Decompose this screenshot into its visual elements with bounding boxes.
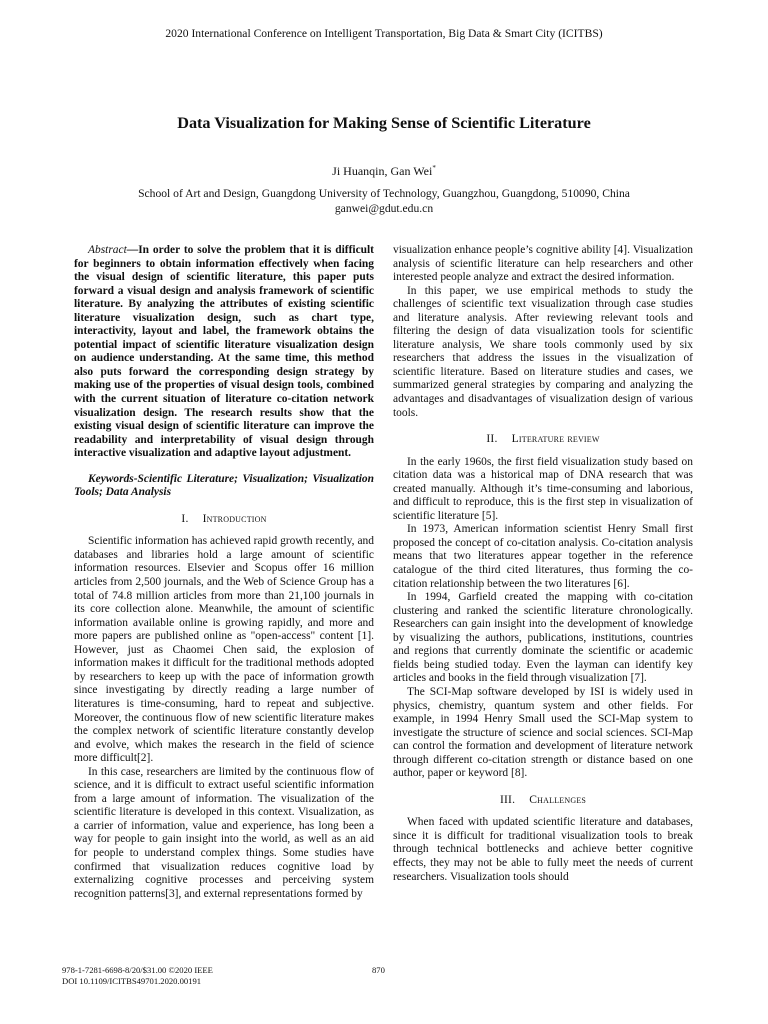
abstract-label: Abstract <box>88 244 127 256</box>
section-number: III. <box>499 792 516 806</box>
author-line <box>0 164 768 179</box>
abstract <box>74 244 374 461</box>
section-title: Challenges <box>529 792 587 806</box>
challenges-paragraph-1: When faced with updated scientific literature and databases, since it is difficult for traditional visualization tools to break through technical bottlenecks and achieve better cognitive effects, they may not be able to fully meet the needs of current researchers. Visualization tools should <box>393 816 693 883</box>
section-number: II. <box>486 432 498 446</box>
review-paragraph-1: In the early 1960s, the first field visualization study based on citation data was a historical map of DNA research that was created manually. Although it’s time-consuming and laborious, and difficult to reproduce, this is the first step in visualization of scientific literature [5]. <box>393 455 693 522</box>
author-names: Ji Huanqin, Gan Wei <box>332 164 433 178</box>
intro-paragraph-2-continued: visualization enhance people’s cognitive ability [4]. Visualization analysis of scientific literature can help researchers and other interested people analyze and extract the desired information. <box>393 244 693 284</box>
section-title: Literature review <box>511 432 600 446</box>
author-email: ganwei@gdut.edu.cn <box>334 202 434 215</box>
section-title: Introduction <box>202 511 267 525</box>
corresponding-author-mark: * <box>432 164 436 172</box>
review-paragraph-4: The SCI-Map software developed by ISI is widely used in physics, chemistry, quantum system and other fields. For example, in 1994 Henry Small used the SCI-Map system to investigate the structure of science and social sciences. SCI-Map can control the formation and development of literature network through different co-citation strength or distance based on one author, paper or keyword [8]. <box>393 685 693 780</box>
left-column <box>74 244 374 901</box>
review-paragraph-3: In 1994, Garfield created the mapping with co-citation clustering and ranked the scientific literature chronologically. Researchers can gain insight into the development of knowledge by visualizing the authors, publications, institutions, countries and regions that currently dominate the scientific or academic fields being studied today. Even the layman can identify key articles and books in the field through visualization [7]. <box>393 591 693 685</box>
section-number: I. <box>181 511 189 525</box>
affiliation-address: School of Art and Design, Guangdong University of Technology, Guangzhou, Guangdong, 510090, China <box>138 187 630 200</box>
paper-title: Data Visualization for Making Sense of Scientific Literature <box>177 114 591 132</box>
affiliation <box>0 186 768 216</box>
intro-paragraph-1: Scientific information has achieved rapid growth recently, and databases and libraries hold a large amount of scientific information resources. Elsevier and Scopus offer 16 million articles from 2,500 journals, and the Web of Science Group has a total of 74.8 million articles from more than 21,100 journals in its core collection alone. Meanwhile, the amount of scientific information available online is growing rapidly, and more and more papers are published online as "open-access" content [1]. However, just as Chaomei Chen said, the explosion of information makes it difficult for the traditional methods adopted by researchers to keep up with the pace of information growth since investigating by directly reading a large number of literatures is time-consuming, hard to repeat and subjective. Moreover, the continuous flow of new scientific literature makes the complex network of scientific literature constantly develop and evolve, which makes the research in the field of science more difficult[2]. <box>74 535 374 765</box>
section-heading-literature-review <box>393 432 693 446</box>
section-heading-introduction <box>74 512 374 526</box>
footer-isbn: 978-1-7281-6698-8/20/$31.00 ©2020 IEEE <box>62 965 213 975</box>
right-column <box>393 244 693 884</box>
review-paragraph-2: In 1973, American information scientist Henry Small first proposed the concept of co-citation analysis. Co-citation analysis means that two literatures appear together in the reference catalogue of the third cited literatures, thus forming the co-citation relationship between the two literatures [6]. <box>393 523 693 590</box>
conference-header: 2020 International Conference on Intelligent Transportation, Big Data & Smart City (ICITBS) <box>165 27 603 40</box>
footer-identifiers <box>62 965 213 987</box>
keywords: Keywords-Scientific Literature; Visualization; Visualization Tools; Data Analysis <box>74 472 374 499</box>
intro-paragraph-2: In this case, researchers are limited by the continuous flow of science, and it is difficult to extract useful scientific information from a large amount of information. The visualization of the scientific literature is developed in this context. Visualization, as a carrier of information, value and experience, has long been a way for people to gain insight into the world, as well as an aid for people to understand complex things. Some studies have confirmed that visualization reduces cognitive load by externalizing cognitive processes and perceiving system recognition patterns[3], and external representations formed by <box>74 765 374 900</box>
abstract-body: —In order to solve the problem that it is difficult for beginners to obtain information effectively when facing the visual design of scientific literature, this paper puts forward a visual design and analysis framework of scientific literature. By analyzing the attributes of existing scientific literature visualization design, such as chart type, interactivity, layout and label, the framework obtains the potential impact of scientific literature visualization design on audience understanding. At the same time, this method also puts forward the corresponding design strategy by making use of the properties of visual design tools, combined with the current situation of literature co-citation network visualization design. The research results show that the existing visual design of scientific literature can improve the readability and interpretability of visual design through interactive visualization and adaptive layout adjustment. <box>74 244 374 460</box>
intro-paragraph-3: In this paper, we use empirical methods to study the challenges of scientific text visualization through case studies and literature analysis. After reviewing relevant tools and filtering the design of data visualization tools for scientific literature analysis, We share tools commonly used by six researchers that address the issues in the visualization of scientific literature. Based on literature studies and cases, we summarized general strategies by comparing and analyzing the advantages and disadvantages of visualization design of various tools. <box>393 284 693 419</box>
footer-doi: DOI 10.1109/ICITBS49701.2020.00191 <box>62 976 202 986</box>
section-heading-challenges <box>393 793 693 807</box>
page-number: 870 <box>372 965 385 975</box>
